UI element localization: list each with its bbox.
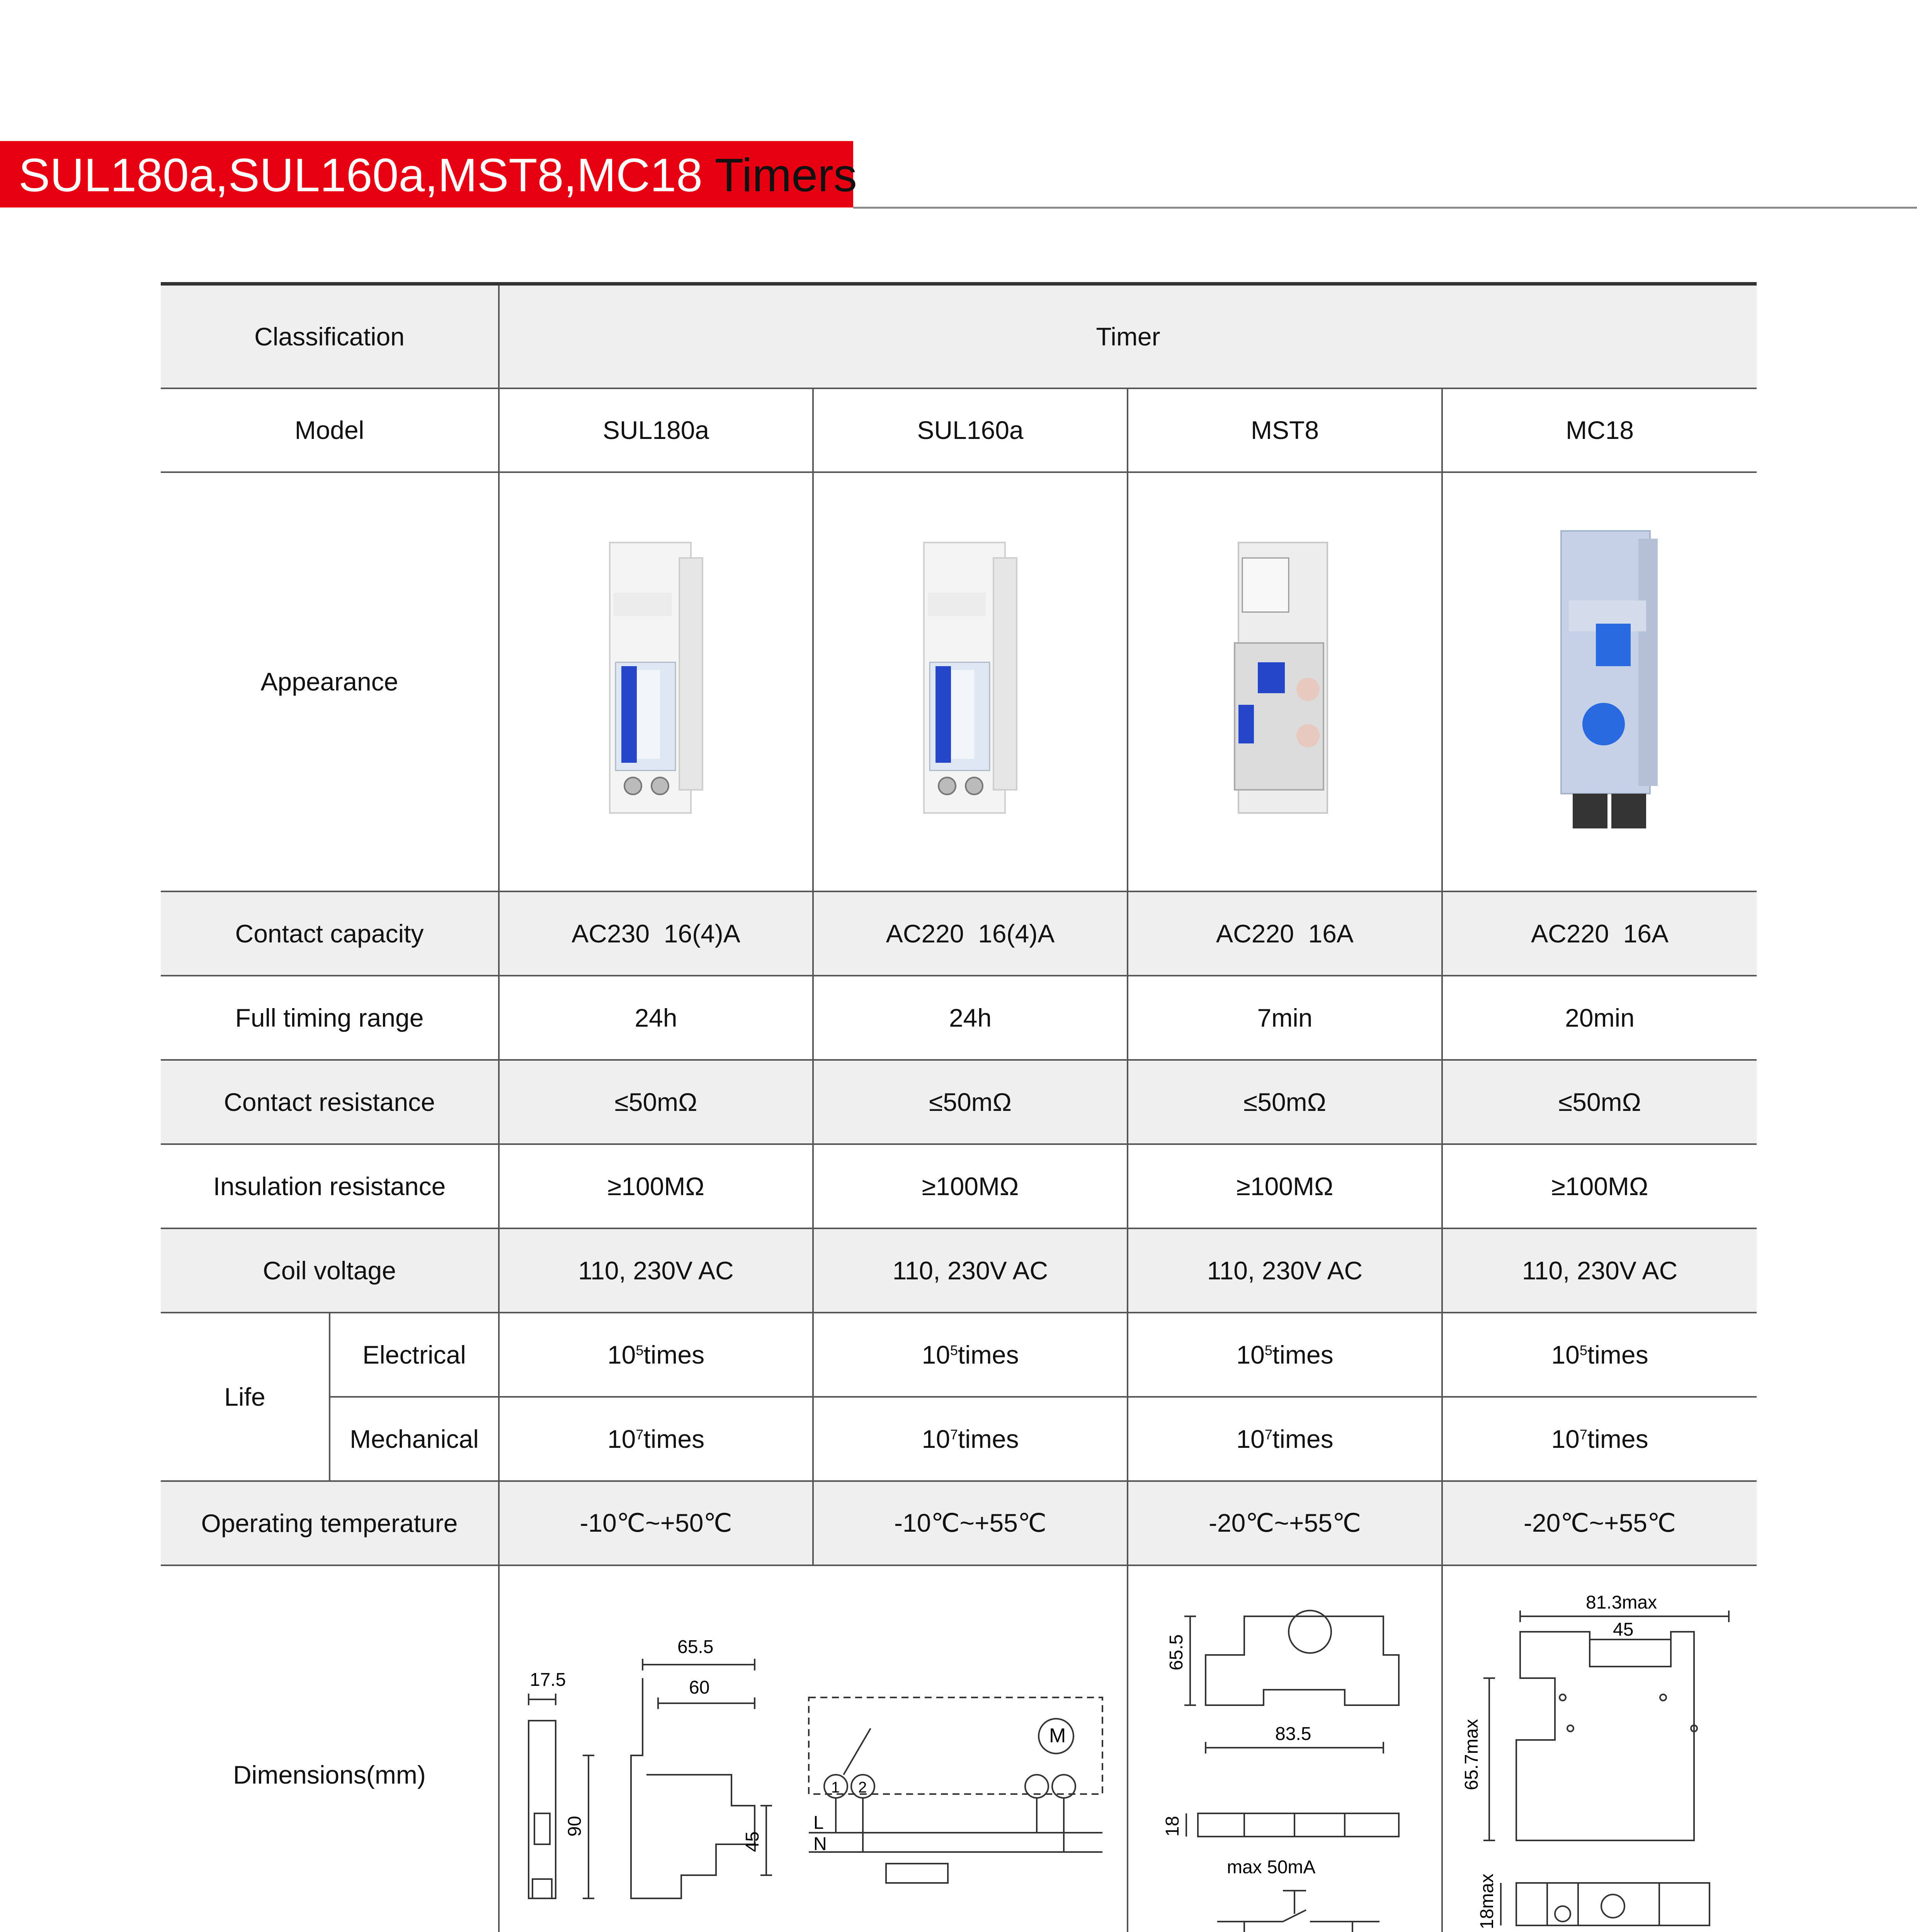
mechanical-sul180a: $10^7times$ bbox=[499, 1397, 813, 1481]
electrical-mst8: $10^5times$ bbox=[1128, 1313, 1442, 1397]
full-timing-range-row bbox=[161, 976, 1757, 1060]
coil-voltage-sul180a: 110, 230V AC bbox=[499, 1228, 813, 1313]
insulation-resistance-mst8: ≥100MΩ bbox=[1128, 1144, 1442, 1228]
insulation-resistance-sul180a: ≥100MΩ bbox=[499, 1144, 813, 1228]
dimensions-sul-drawing bbox=[499, 1565, 1128, 1932]
svg-text:65.7max: 65.7max bbox=[1461, 1719, 1482, 1790]
electrical-mc18: $10^5times$ bbox=[1442, 1313, 1757, 1397]
svg-text:max 50mA: max 50mA bbox=[1227, 1857, 1316, 1878]
sul160a-photo-icon bbox=[901, 535, 1040, 828]
svg-text:45: 45 bbox=[1613, 1619, 1634, 1640]
mst8-photo-icon bbox=[1211, 535, 1358, 828]
title-divider bbox=[853, 207, 1917, 209]
coil-voltage-mc18: 110, 230V AC bbox=[1442, 1228, 1757, 1313]
coil-voltage-mst8: 110, 230V AC bbox=[1128, 1228, 1442, 1313]
electrical-sul160a: $10^5times$ bbox=[813, 1313, 1128, 1397]
svg-text:65.5: 65.5 bbox=[677, 1637, 714, 1657]
mc18-photo-icon bbox=[1526, 523, 1673, 840]
spec-table bbox=[161, 282, 1757, 1932]
appearance-mc18 bbox=[1442, 472, 1757, 891]
appearance-label: Appearance bbox=[161, 472, 499, 891]
classification-value: Timer bbox=[499, 284, 1757, 388]
operating-temperature-mst8: -20℃~+55℃ bbox=[1128, 1481, 1442, 1565]
full-timing-range-mst8: 7min bbox=[1128, 976, 1442, 1060]
sul-dimension-drawing bbox=[500, 1582, 1128, 1932]
appearance-mst8 bbox=[1128, 472, 1442, 891]
appearance-row bbox=[161, 472, 1757, 891]
coil-voltage-label: Coil voltage bbox=[161, 1228, 499, 1313]
svg-text:M: M bbox=[1049, 1725, 1066, 1747]
classification-row bbox=[161, 284, 1757, 388]
full-timing-range-sul180a: 24h bbox=[499, 976, 813, 1060]
svg-text:2: 2 bbox=[858, 1779, 867, 1796]
svg-text:65.5: 65.5 bbox=[1166, 1634, 1187, 1670]
contact-capacity-row bbox=[161, 891, 1757, 976]
contact-capacity-sul180a: AC230 16(4)A bbox=[499, 891, 813, 976]
svg-text:60: 60 bbox=[689, 1677, 710, 1698]
svg-text:18: 18 bbox=[1162, 1816, 1183, 1837]
page-title-models: SUL180a,SUL160a,MST8,MC18 bbox=[19, 149, 715, 201]
svg-text:L: L bbox=[813, 1813, 824, 1833]
operating-temperature-sul180a: -10℃~+50℃ bbox=[499, 1481, 813, 1565]
mechanical-mc18: $10^7times$ bbox=[1442, 1397, 1757, 1481]
mechanical-label: Mechanical bbox=[330, 1397, 499, 1481]
operating-temperature-mc18: -20℃~+55℃ bbox=[1442, 1481, 1757, 1565]
coil-voltage-row bbox=[161, 1228, 1757, 1313]
contact-capacity-label: Contact capacity bbox=[161, 891, 499, 976]
svg-text:90: 90 bbox=[565, 1816, 585, 1837]
model-label: Model bbox=[161, 388, 499, 472]
insulation-resistance-mc18: ≥100MΩ bbox=[1442, 1144, 1757, 1228]
full-timing-range-label: Full timing range bbox=[161, 976, 499, 1060]
contact-resistance-label: Contact resistance bbox=[161, 1060, 499, 1144]
model-mc18: MC18 bbox=[1442, 388, 1757, 472]
svg-text:18max: 18max bbox=[1477, 1873, 1498, 1929]
full-timing-range-sul160a: 24h bbox=[813, 976, 1128, 1060]
life-mechanical-row bbox=[161, 1397, 1757, 1481]
operating-temperature-sul160a: -10℃~+55℃ bbox=[813, 1481, 1128, 1565]
mechanical-sul160a: $10^7times$ bbox=[813, 1397, 1128, 1481]
appearance-sul180a bbox=[499, 472, 813, 891]
classification-label: Classification bbox=[161, 284, 499, 388]
mc18-dimension-drawing bbox=[1443, 1582, 1757, 1932]
life-electrical-row bbox=[161, 1313, 1757, 1397]
insulation-resistance-label: Insulation resistance bbox=[161, 1144, 499, 1228]
svg-text:N: N bbox=[813, 1834, 827, 1854]
contact-capacity-mst8: AC220 16A bbox=[1128, 891, 1442, 976]
operating-temperature-row bbox=[161, 1481, 1757, 1565]
dimensions-label: Dimensions(mm) bbox=[161, 1565, 499, 1932]
dimensions-mst8-drawing bbox=[1128, 1565, 1442, 1932]
dimensions-row bbox=[161, 1565, 1757, 1932]
model-row bbox=[161, 388, 1757, 472]
sul180a-photo-icon bbox=[587, 535, 726, 828]
page-title-suffix: Timers bbox=[714, 149, 857, 201]
contact-resistance-mc18: ≤50mΩ bbox=[1442, 1060, 1757, 1144]
electrical-label: Electrical bbox=[330, 1313, 499, 1397]
svg-text:83.5: 83.5 bbox=[1275, 1724, 1311, 1744]
model-sul180a: SUL180a bbox=[499, 388, 813, 472]
model-sul160a: SUL160a bbox=[813, 388, 1128, 472]
insulation-resistance-row bbox=[161, 1144, 1757, 1228]
svg-text:81.3max: 81.3max bbox=[1586, 1592, 1657, 1613]
svg-text:45: 45 bbox=[742, 1831, 763, 1852]
contact-resistance-sul180a: ≤50mΩ bbox=[499, 1060, 813, 1144]
dimensions-mc18-drawing bbox=[1442, 1565, 1757, 1932]
insulation-resistance-sul160a: ≥100MΩ bbox=[813, 1144, 1128, 1228]
electrical-sul180a: $10^5times$ bbox=[499, 1313, 813, 1397]
svg-text:17.5: 17.5 bbox=[530, 1670, 566, 1690]
life-label: Life bbox=[161, 1313, 330, 1481]
appearance-sul160a bbox=[813, 472, 1128, 891]
contact-capacity-sul160a: AC220 16(4)A bbox=[813, 891, 1128, 976]
model-mst8: MST8 bbox=[1128, 388, 1442, 472]
contact-resistance-row bbox=[161, 1060, 1757, 1144]
contact-resistance-sul160a: ≤50mΩ bbox=[813, 1060, 1128, 1144]
svg-text:1: 1 bbox=[831, 1779, 840, 1796]
page-title bbox=[19, 142, 857, 208]
mst8-dimension-drawing bbox=[1128, 1582, 1442, 1932]
contact-capacity-mc18: AC220 16A bbox=[1442, 891, 1757, 976]
full-timing-range-mc18: 20min bbox=[1442, 976, 1757, 1060]
contact-resistance-mst8: ≤50mΩ bbox=[1128, 1060, 1442, 1144]
mechanical-mst8: $10^7times$ bbox=[1128, 1397, 1442, 1481]
coil-voltage-sul160a: 110, 230V AC bbox=[813, 1228, 1128, 1313]
operating-temperature-label: Operating temperature bbox=[161, 1481, 499, 1565]
